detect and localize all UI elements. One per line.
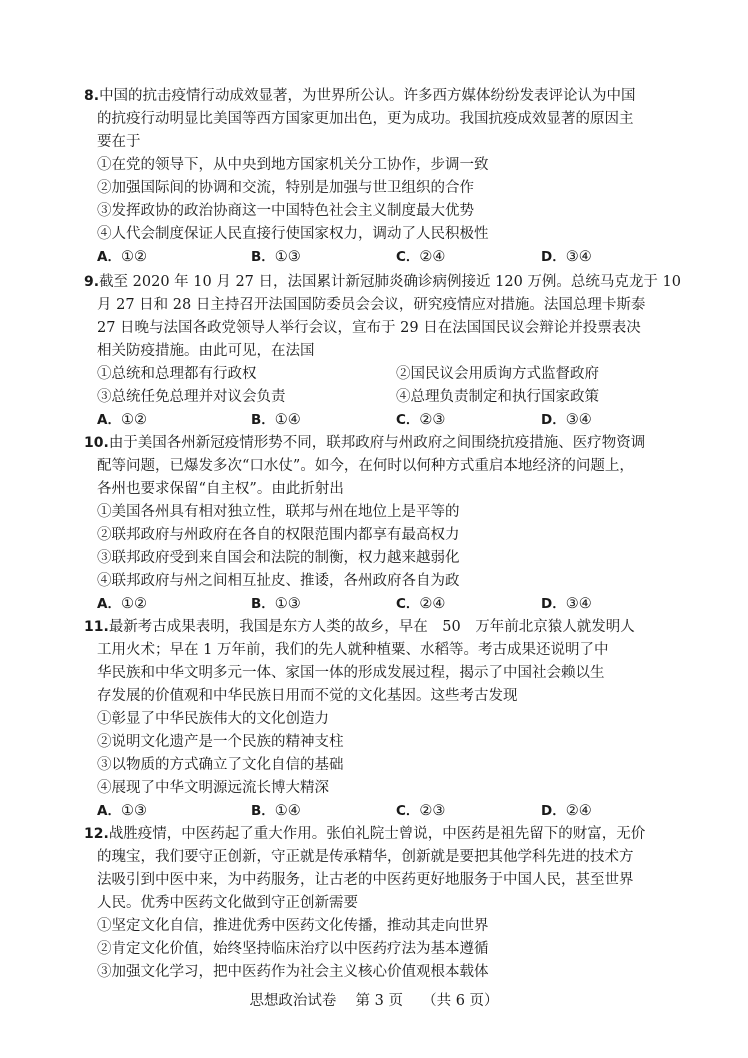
option-d: D．③④ xyxy=(541,249,592,265)
option-b: B．①③ xyxy=(251,596,301,612)
option-a: A．①③ xyxy=(97,803,147,819)
question-12-line-4: 人民。优秀中医药文化做到守正创新需要 xyxy=(97,895,358,911)
statement: ②联邦政府与州政府在各自的权限范围内都享有最高权力 xyxy=(97,527,460,543)
option-b: B．①③ xyxy=(251,249,301,265)
question-11-line-2: 工用火术；早在 1 万年前，我们的先人就种植粟、水稻等。考古成果还说明了中 xyxy=(97,642,609,658)
option-c: C．②③ xyxy=(396,412,446,428)
question-11-line-3: 华民族和中华文明多元一体、家国一体的形成发展过程，揭示了中国社会赖以生 xyxy=(97,665,605,681)
statement-pair xyxy=(97,363,697,385)
statement: ③发挥政协的政治协商这一中国特色社会主义制度最大优势 xyxy=(97,203,474,219)
question-9-line-1: 9.截至 2020 年 10 月 27 日，法国累计新冠肺炎确诊病例接近 120 万例。总统马克龙于 10 xyxy=(84,274,681,290)
question-number: 8. xyxy=(84,88,100,104)
question-10-line-1: 10.由于美国各州新冠疫情形势不同，联邦政府与州政府之间围绕抗疫措施、医疗物资调 xyxy=(84,435,646,451)
statement: ①总统和总理都有行政权 xyxy=(97,366,257,382)
statement: ③以物质的方式确立了文化自信的基础 xyxy=(97,757,344,773)
statement: ①坚定文化自信，推进优秀中医药文化传播，推动其走向世界 xyxy=(97,918,489,934)
answer-options xyxy=(97,246,697,268)
question-8-line-1: 8.中国的抗击疫情行动成效显著，为世界所公认。许多西方媒体纷纷发表评论认为中国 xyxy=(84,88,636,104)
statement: ②说明文化遗产是一个民族的精神支柱 xyxy=(97,734,344,750)
option-a: A．①② xyxy=(97,596,147,612)
statement: ④联邦政府与州之间相互扯皮、推诿，各州政府各自为政 xyxy=(97,573,460,589)
answer-options xyxy=(97,409,697,431)
option-a: A．①② xyxy=(97,249,147,265)
option-b: B．①④ xyxy=(251,412,301,428)
option-d: D．②④ xyxy=(541,803,592,819)
question-number: 11. xyxy=(84,619,109,635)
statement: ③总统任免总理并对议会负责 xyxy=(97,389,286,405)
question-8-line-2: 的抗疫行动明显比美国等西方国家更加出色，更为成功。我国抗疫成效显著的原因主 xyxy=(97,111,634,127)
answer-options xyxy=(97,593,697,615)
statement-pair xyxy=(97,386,697,408)
question-11-line-1: 11.最新考古成果表明，我国是东方人类的故乡，早在 50 万年前北京猿人就发明人 xyxy=(84,619,635,635)
question-12-line-2: 的瑰宝，我们要守正创新，守正就是传承精华，创新就是要把其他学科先进的技术方 xyxy=(97,849,634,865)
question-9-line-2: 月 27 日和 28 日主持召开法国国防委员会会议，研究疫情应对措施。法国总理卡斯泰 xyxy=(97,297,646,313)
statement: ②加强国际间的协调和交流，特别是加强与世卫组织的合作 xyxy=(97,180,474,196)
statement: ②肯定文化价值，始终坚持临床治疗以中医药疗法为基本遵循 xyxy=(97,941,489,957)
statement: ④人代会制度保证人民直接行使国家权力，调动了人民积极性 xyxy=(97,226,489,242)
question-12-line-3: 法吸引到中医中来，为中药服务，让古老的中医药更好地服务于中国人民，甚至世界 xyxy=(97,872,634,888)
statement: ③联邦政府受到来自国会和法院的制衡，权力越来越弱化 xyxy=(97,550,460,566)
statement: ①美国各州具有相对独立性，联邦与州在地位上是平等的 xyxy=(97,504,460,520)
option-d: D．③④ xyxy=(541,412,592,428)
question-number: 9. xyxy=(84,274,100,290)
statement: ②国民议会用质询方式监督政府 xyxy=(396,366,599,382)
answer-options xyxy=(97,800,697,822)
option-b: B．①④ xyxy=(251,803,301,819)
question-12-line-1: 12.战胜疫情，中医药起了重大作用。张伯礼院士曾说，中医药是祖先留下的财富，无价 xyxy=(84,826,646,842)
question-11-line-4: 存发展的价值观和中华民族日用而不觉的文化基因。这些考古发现 xyxy=(97,688,518,704)
question-9-line-3: 27 日晚与法国各政党领导人举行会议，宣布于 29 日在法国国民议会辩论并投票表决 xyxy=(97,320,641,336)
option-c: C．②④ xyxy=(396,249,446,265)
option-c: C．②③ xyxy=(396,803,446,819)
statement: ①在党的领导下，从中央到地方国家机关分工协作，步调一致 xyxy=(97,157,489,173)
statement: ①彰显了中华民族伟大的文化创造力 xyxy=(97,711,329,727)
statement: ④总理负责制定和执行国家政策 xyxy=(396,389,599,405)
option-c: C．②④ xyxy=(396,596,446,612)
question-number: 10. xyxy=(84,435,109,451)
page-footer: 思想政治试卷 第 3 页 （共 6 页） xyxy=(249,993,499,1009)
question-number: 12. xyxy=(84,826,109,842)
option-d: D．③④ xyxy=(541,596,592,612)
option-a: A．①② xyxy=(97,412,147,428)
question-10-line-3: 各州也要求保留“自主权”。由此折射出 xyxy=(97,481,344,497)
statement: ③加强文化学习，把中医药作为社会主义核心价值观根本载体 xyxy=(97,964,489,980)
question-8-line-3: 要在于 xyxy=(97,134,141,150)
question-9-line-4: 相关防疫措施。由此可见，在法国 xyxy=(97,343,315,359)
statement: ④展现了中华文明源远流长博大精深 xyxy=(97,780,329,796)
question-10-line-2: 配等问题，已爆发多次“口水仗”。如今，在何时以何种方式重启本地经济的问题上， xyxy=(97,458,634,474)
